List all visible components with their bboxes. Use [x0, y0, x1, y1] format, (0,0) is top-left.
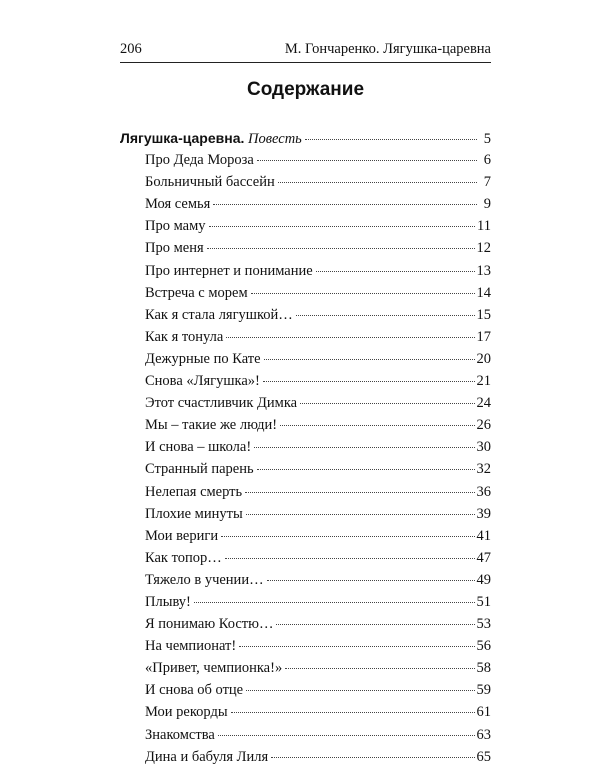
dot-leader	[257, 160, 477, 161]
toc-entry	[120, 414, 491, 436]
toc-entry-page: 14	[476, 284, 491, 301]
toc-entry-page: 56	[476, 638, 491, 655]
toc-entry-page: 15	[476, 306, 491, 323]
dot-leader	[225, 558, 475, 559]
toc-entry-title: Мы – такие же люди!	[145, 417, 278, 434]
toc-entry-title: Как топор…	[145, 549, 222, 566]
toc-entry-title: Странный парень	[145, 461, 254, 478]
page-number: 206	[120, 41, 142, 57]
toc-entry-title: Моя семья	[145, 196, 211, 213]
toc-entry-page: 11	[477, 218, 491, 235]
dot-leader	[276, 624, 474, 625]
dot-leader	[305, 139, 477, 140]
dot-leader	[209, 226, 475, 227]
toc-entry	[120, 569, 491, 591]
toc-entry	[120, 304, 491, 326]
toc-entry	[120, 525, 491, 547]
toc-entry	[120, 171, 491, 193]
toc-entry-page: 36	[476, 483, 491, 500]
dot-leader	[245, 492, 474, 493]
toc-entry-page: 41	[476, 527, 491, 544]
toc-entry-page: 30	[476, 439, 491, 456]
toc-main-entry	[120, 127, 491, 149]
toc-entry-page: 47	[476, 549, 491, 566]
dot-leader	[300, 403, 474, 404]
dot-leader	[267, 580, 475, 581]
toc-entry-title: «Привет, чемпионка!»	[145, 660, 283, 677]
dot-leader	[246, 690, 474, 691]
dot-leader	[194, 602, 475, 603]
dot-leader	[239, 646, 474, 647]
toc-entry	[120, 547, 491, 569]
toc-entry	[120, 282, 491, 304]
toc-entry-title: Встреча с морем	[145, 284, 248, 301]
toc-entry-page: 5	[483, 131, 491, 147]
toc-entry-title	[120, 127, 302, 150]
toc-entry-title: Этот счастливчик Димка	[145, 395, 298, 412]
toc-entry-page: 63	[476, 726, 491, 743]
toc-entry-page: 58	[476, 660, 491, 677]
toc-entry-title: Больничный бассейн	[145, 174, 275, 191]
toc-entry-title: Тяжело в учении…	[145, 571, 264, 588]
toc-entry-page: 61	[476, 704, 491, 721]
toc-entry	[120, 746, 491, 768]
toc-entry-title: Мои вериги	[145, 527, 219, 544]
toc-entry-title: Про меня	[145, 240, 204, 257]
dot-leader	[231, 712, 475, 713]
toc-entry-page: 39	[476, 505, 491, 522]
toc-entry-page: 17	[476, 328, 491, 345]
toc-entry-title: Плохие минуты	[145, 505, 243, 522]
toc-entry-title: Дежурные по Кате	[145, 350, 261, 367]
dot-leader	[218, 735, 475, 736]
toc-entry-page: 21	[476, 373, 491, 390]
toc-entry-page: 20	[476, 350, 491, 367]
toc-entry-title: Нелепая смерть	[145, 483, 243, 500]
toc-entry-title: Мои рекорды	[145, 704, 228, 721]
page-title: Содержание	[246, 79, 365, 100]
toc-entry	[120, 458, 491, 480]
toc-entry	[120, 481, 491, 503]
toc-entry	[120, 436, 491, 458]
toc-entry-page: 53	[476, 616, 491, 633]
toc-entry-title: Плыву!	[145, 593, 191, 610]
running-title: М. Гончаренко. Лягушка-царевна	[284, 41, 491, 57]
dot-leader	[226, 337, 474, 338]
toc-entry	[120, 237, 491, 259]
toc-entry-title: Знакомства	[145, 726, 215, 743]
toc-entry-title: И снова – школа!	[145, 439, 252, 456]
toc-entry-page: 9	[483, 196, 491, 213]
toc-entry	[120, 149, 491, 171]
dot-leader	[278, 182, 477, 183]
toc-entry	[120, 503, 491, 525]
toc-entry-page: 24	[476, 395, 491, 412]
toc-entry	[120, 193, 491, 215]
toc-entry	[120, 591, 491, 613]
toc-entry-page: 59	[476, 682, 491, 699]
toc-entry	[120, 635, 491, 657]
dot-leader	[221, 536, 474, 537]
toc-entry-page: 6	[483, 152, 491, 169]
toc-entry	[120, 613, 491, 635]
header-rule	[120, 62, 491, 63]
toc-entry-title: Про Деда Мороза	[145, 152, 254, 169]
dot-leader	[316, 271, 475, 272]
toc-entry-title: Как я стала лягушкой…	[145, 306, 293, 323]
toc-entry	[120, 370, 491, 392]
toc-entry-page: 51	[476, 593, 491, 610]
toc-entry-page: 26	[476, 417, 491, 434]
dot-leader	[271, 757, 474, 758]
toc-entry-title: Как я тонула	[145, 328, 224, 345]
toc-entry	[120, 326, 491, 348]
toc-entry-page: 65	[476, 748, 491, 765]
toc-entry	[120, 657, 491, 679]
main-work-title: Лягушка-царевна.	[120, 130, 245, 146]
dot-leader	[251, 293, 475, 294]
toc-entry	[120, 679, 491, 701]
toc-entry-title: Снова «Лягушка»!	[145, 373, 260, 390]
dot-leader	[254, 447, 474, 448]
dot-leader	[280, 425, 474, 426]
toc-entry-page: 49	[476, 571, 491, 588]
toc-entry-page: 7	[483, 174, 491, 191]
running-header	[120, 38, 491, 60]
toc-entry-page: 32	[476, 461, 491, 478]
toc-entry	[120, 260, 491, 282]
toc-entry-title: Дина и бабуля Лиля	[145, 748, 269, 765]
toc-entry-page: 12	[476, 240, 491, 257]
toc-entry-title: На чемпионат!	[145, 638, 237, 655]
dot-leader	[246, 514, 475, 515]
toc-entry-title: Я понимаю Костю…	[145, 616, 274, 633]
dot-leader	[264, 359, 475, 360]
toc-entry-title: Про маму	[145, 218, 206, 235]
dot-leader	[257, 469, 475, 470]
toc-entry	[120, 701, 491, 723]
main-work-genre: Повесть	[248, 131, 302, 147]
table-of-contents	[120, 127, 491, 768]
toc-entry-title: Про интернет и понимание	[145, 262, 313, 279]
toc-entry	[120, 724, 491, 746]
dot-leader	[263, 381, 475, 382]
toc-entry-title: И снова об отце	[145, 682, 244, 699]
dot-leader	[213, 204, 477, 205]
dot-leader	[207, 248, 475, 249]
dot-leader	[296, 315, 475, 316]
toc-entry-page: 13	[476, 262, 491, 279]
toc-entry	[120, 392, 491, 414]
dot-leader	[285, 668, 474, 669]
toc-entry	[120, 348, 491, 370]
toc-entry	[120, 215, 491, 237]
